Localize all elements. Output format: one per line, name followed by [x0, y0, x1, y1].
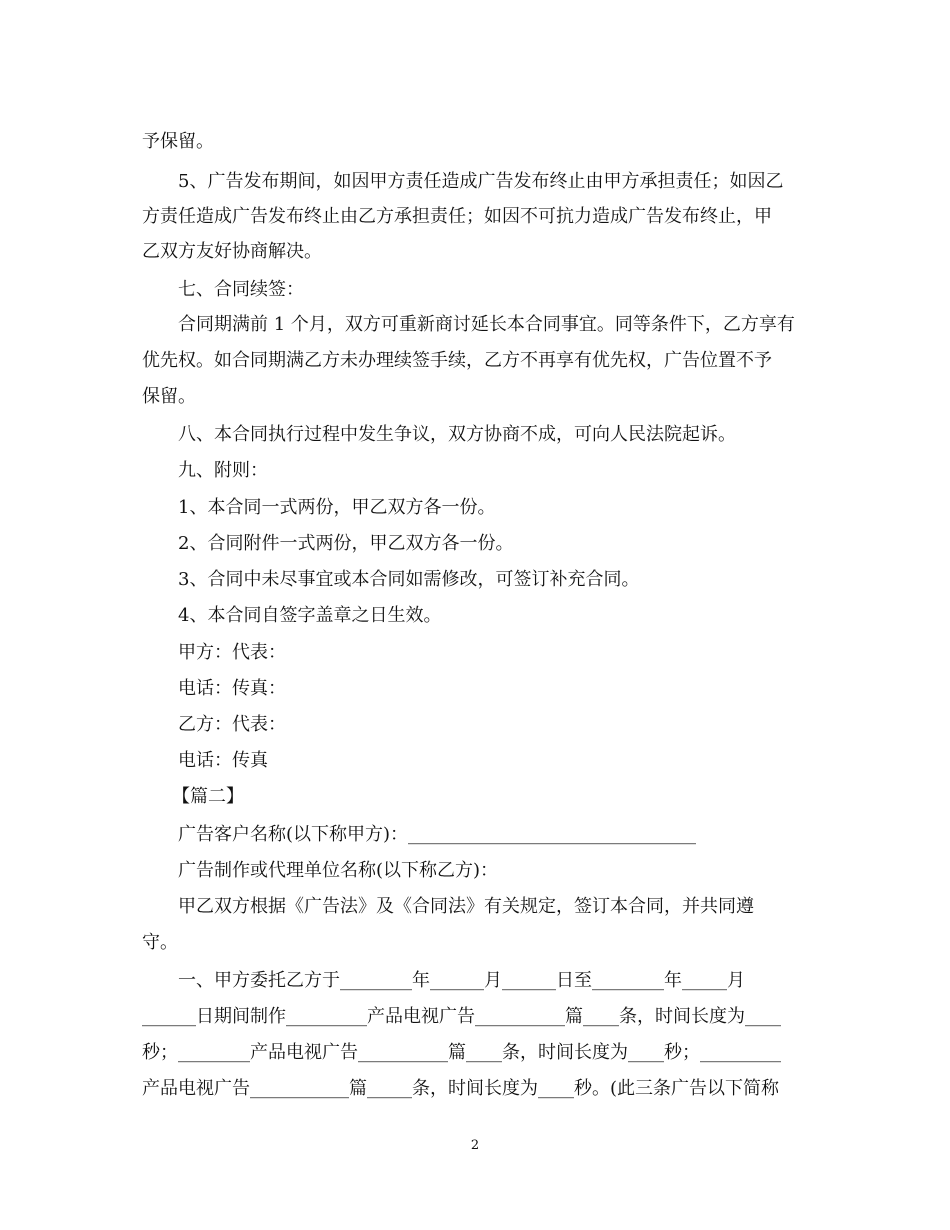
text-line: 2、合同附件一式两份，甲乙双方各一份。	[178, 533, 514, 554]
text-line: 优先权。如合同期满乙方未办理续签手续，乙方不再享有优先权，广告位置不予	[142, 350, 772, 371]
section-heading: 七、合同续签：	[178, 279, 304, 300]
text-line: 合同期满前 1 个月，双方可重新商讨延长本合同事宜。同等条件下，乙方享有	[178, 314, 795, 335]
signature-line: 电话：传真	[178, 750, 268, 771]
section-heading: 九、附则：	[178, 460, 268, 481]
text-line: 守。	[142, 932, 178, 953]
signature-line: 乙方：代表：	[178, 714, 286, 735]
text-line: 1、本合同一式两份，甲乙双方各一份。	[178, 497, 496, 518]
form-line: 广告客户名称(以下称甲方)：________________________________	[178, 824, 697, 845]
text-line: 4、本合同自签字盖章之日生效。	[178, 605, 442, 626]
text-line: 方责任造成广告发布终止由乙方承担责任；如因不可抗力造成广告发布终止，甲	[142, 206, 772, 227]
text-line: 八、本合同执行过程中发生争议，双方协商不成，可向人民法院起诉。	[178, 424, 736, 445]
text-line: 5、广告发布期间，如因甲方责任造成广告发布终止由甲方承担责任；如因乙	[178, 171, 784, 192]
page-number: 2	[470, 1138, 480, 1153]
text-line: 甲乙双方根据《广告法》及《合同法》有关规定，签订本合同，并共同遵	[178, 896, 754, 917]
form-line: 一、甲方委托乙方于________年______月______日至________年_____月	[178, 970, 745, 991]
signature-line: 甲方：代表：	[178, 642, 286, 663]
text-line: 乙双方友好协商解决。	[142, 241, 322, 262]
form-line: 广告制作或代理单位名称(以下称乙方)：	[178, 860, 499, 881]
form-line: 产品电视广告___________篇_____条，时间长度为____秒。(此三条广告以下简称	[142, 1078, 780, 1099]
text-line: 3、合同中未尽事宜或本合同如需修改，可签订补充合同。	[178, 569, 640, 590]
signature-line: 电话：传真：	[178, 678, 286, 699]
form-line: ______日期间制作_________产品电视广告__________篇____条，时间长度为____	[142, 1006, 781, 1027]
text-line: 予保留。	[142, 131, 214, 152]
text-line: 保留。	[142, 386, 196, 407]
form-line: 秒；________产品电视广告__________篇____条，时间长度为____秒；_________	[142, 1042, 781, 1063]
part-heading: 【篇二】	[172, 786, 244, 807]
